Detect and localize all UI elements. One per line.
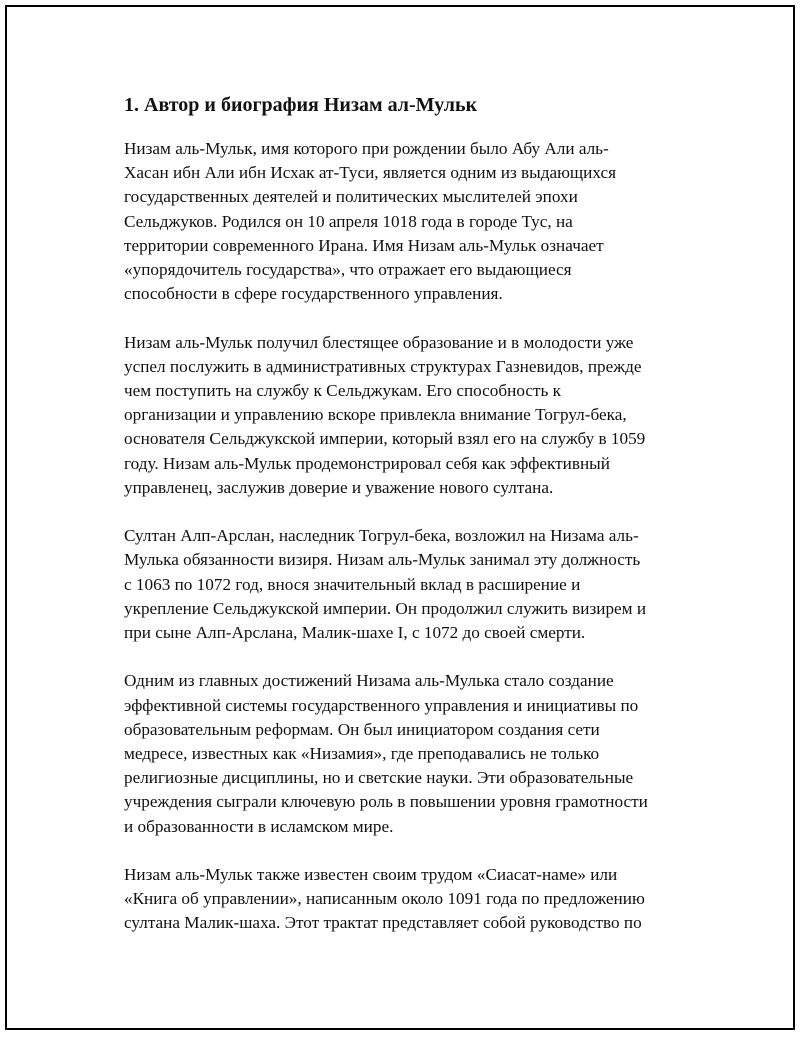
text-line: году. Низам аль-Мульк продемонстрировал себя как эффективный	[124, 453, 610, 473]
text-line: государственных деятелей и политических мыслителей эпохи	[124, 187, 578, 207]
paragraph-spacer	[124, 645, 694, 669]
section-heading: 1. Автор и биография Низам ал-Мульк	[124, 94, 478, 116]
paragraph-5	[124, 863, 694, 936]
text-line: образовательным реформам. Он был инициатором создания сети	[124, 719, 600, 739]
text-line: эффективной системы государственного управления и инициативы по	[124, 695, 639, 715]
paragraph-2	[124, 331, 694, 500]
paragraph-4	[124, 669, 694, 838]
paragraph-3	[124, 524, 694, 645]
text-line: организации и управлению вскоре привлекла внимание Тогрул-бека,	[124, 405, 627, 425]
paragraph-1	[124, 137, 694, 306]
text-line: Низам аль-Мульк также известен своим трудом «Сиасат-наме» или	[124, 865, 618, 885]
document-body	[124, 93, 694, 936]
text-line: чем поступить на службу к Сельджукам. Его способность к	[124, 381, 561, 401]
text-line: основателя Сельджукской империи, который взял его на службу в 1059	[124, 429, 646, 449]
text-line: религиозные дисциплины, но и светские науки. Эти образовательные	[124, 768, 634, 788]
text-line: Низам аль-Мульк получил блестящее образование и в молодости уже	[124, 332, 634, 352]
text-line: медресе, известных как «Низамия», где преподавались не только	[124, 744, 600, 764]
text-line: с 1063 по 1072 год, внося значительный вклад в расширение и	[124, 574, 581, 594]
text-line: Одним из главных достижений Низама аль-Мулька стало создание	[124, 671, 614, 691]
text-line: Низам аль-Мульк, имя которого при рождении было Абу Али аль-	[124, 139, 609, 158]
paragraph-spacer	[124, 839, 694, 863]
text-line: укрепление Сельджукской империи. Он продолжил служить визирем и	[124, 598, 647, 618]
text-line: «упорядочитель государства», что отражает его выдающиеся	[124, 260, 572, 280]
text-line: учреждения сыграли ключевую роль в повышении уровня грамотности	[124, 792, 648, 812]
text-line: управленец, заслужив доверие и уважение нового султана.	[124, 477, 554, 497]
text-line: Мулька обязанности визиря. Низам аль-Мульк занимал эту должность	[124, 550, 641, 570]
document-page	[5, 5, 795, 1030]
text-line: территории современного Ирана. Имя Низам аль-Мульк означает	[124, 235, 604, 255]
text-line: «Книга об управлении», написанным около 1091 года по предложению	[124, 889, 645, 909]
paragraph-spacer	[124, 306, 694, 330]
text-line: султана Малик-шаха. Этот трактат представляет собой руководство по	[124, 913, 642, 933]
text-line: способности в сфере государственного управления.	[124, 284, 503, 304]
text-line: Султан Алп-Арслан, наследник Тогрул-бека, возложил на Низама аль-	[124, 526, 639, 546]
text-line: Сельджуков. Родился он 10 апреля 1018 года в городе Тус, на	[124, 211, 573, 231]
text-line: при сыне Алп-Арслана, Малик-шахе I, с 1072 до своей смерти.	[124, 623, 586, 643]
text-line: успел послужить в административных структурах Газневидов, прежде	[124, 356, 642, 376]
paragraph-spacer	[124, 500, 694, 524]
text-line: и образованности в исламском мире.	[124, 816, 394, 836]
text-line: Хасан ибн Али ибн Исхак ат-Туси, является одним из выдающихся	[124, 163, 616, 183]
